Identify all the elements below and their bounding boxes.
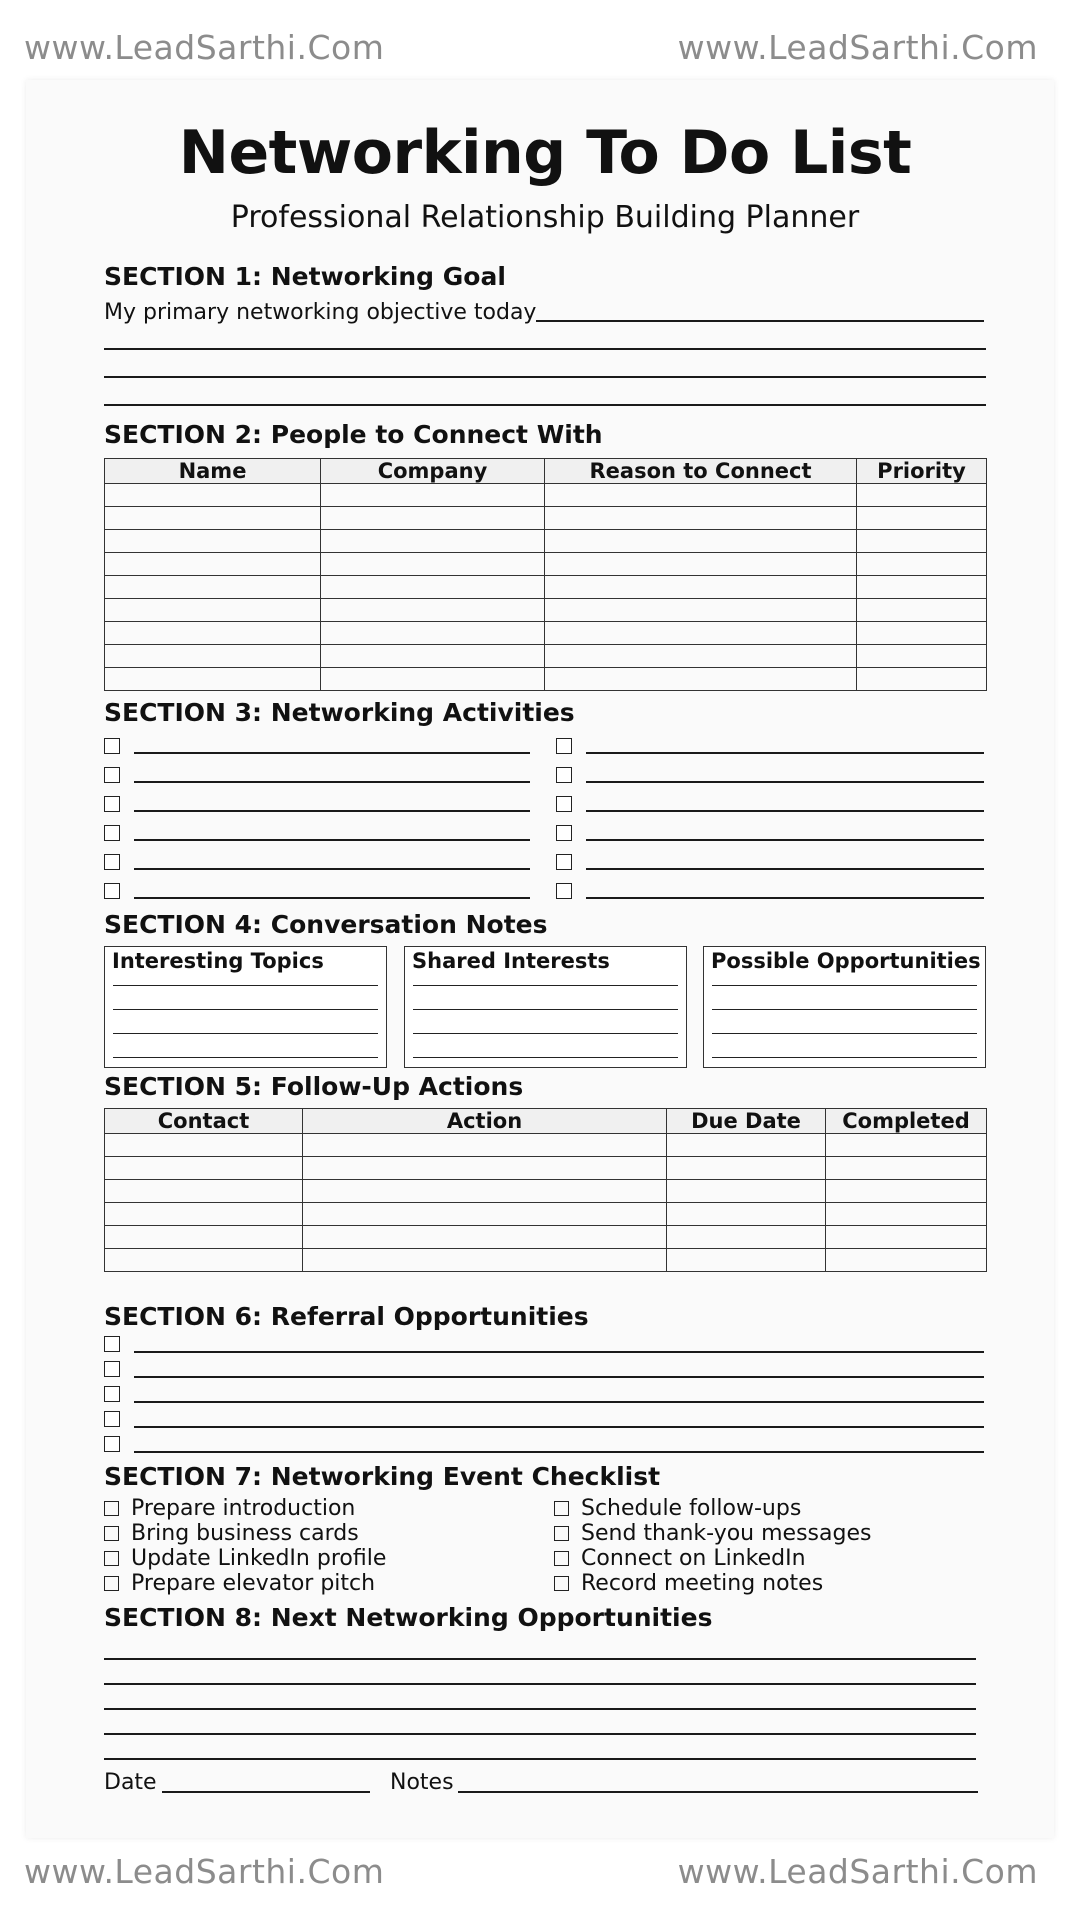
referral-checkbox[interactable] [104, 1436, 120, 1452]
checkbox-icon[interactable] [104, 1526, 119, 1541]
table-row [105, 507, 987, 530]
table-cell[interactable] [303, 1203, 667, 1226]
notes-box-topics[interactable] [104, 946, 387, 1068]
next-opportunity-line[interactable] [104, 1658, 976, 1660]
table-row [105, 1134, 987, 1157]
referral-line[interactable] [134, 1426, 984, 1428]
referral-checkbox[interactable] [104, 1336, 120, 1352]
section1-heading: SECTION 1: Networking Goal [104, 262, 506, 291]
table-cell[interactable] [667, 1157, 826, 1180]
section4-heading: SECTION 4: Conversation Notes [104, 910, 548, 939]
checklist-item-label: Record meeting notes [581, 1571, 824, 1596]
table-cell[interactable] [303, 1249, 667, 1272]
activity-line[interactable] [134, 810, 530, 812]
table-cell[interactable] [105, 668, 321, 691]
table-cell[interactable] [321, 553, 545, 576]
next-opportunity-line[interactable] [104, 1683, 976, 1685]
table-cell[interactable] [857, 507, 987, 530]
activity-line[interactable] [134, 868, 530, 870]
checklist-item-label: Send thank-you messages [581, 1521, 872, 1546]
table-row [105, 599, 987, 622]
table-cell[interactable] [105, 645, 321, 668]
table-cell[interactable] [321, 622, 545, 645]
table-cell[interactable] [667, 1180, 826, 1203]
table-cell[interactable] [105, 576, 321, 599]
table-cell[interactable] [857, 484, 987, 507]
table-row [105, 668, 987, 691]
goal-prompt: My primary networking objective today [104, 300, 537, 325]
table-cell[interactable] [105, 622, 321, 645]
checkbox-icon[interactable] [554, 1526, 569, 1541]
goal-line[interactable] [104, 376, 986, 378]
table-cell[interactable] [857, 645, 987, 668]
column-header-priority: Priority [857, 459, 987, 484]
referral-line[interactable] [134, 1401, 984, 1403]
notes-box-title: Possible Opportunities [711, 949, 981, 973]
table-cell[interactable] [105, 530, 321, 553]
notes-box-title: Interesting Topics [112, 949, 324, 973]
checklist-item-label: Update LinkedIn profile [131, 1546, 387, 1571]
checkbox-icon[interactable] [104, 1501, 119, 1516]
table-cell[interactable] [321, 484, 545, 507]
referral-line[interactable] [134, 1451, 984, 1453]
table-cell[interactable] [826, 1157, 987, 1180]
section2-heading: SECTION 2: People to Connect With [104, 420, 603, 449]
table-cell[interactable] [105, 507, 321, 530]
section3-heading: SECTION 3: Networking Activities [104, 698, 575, 727]
checklist-item-label: Connect on LinkedIn [581, 1546, 806, 1571]
table-cell[interactable] [667, 1134, 826, 1157]
table-cell[interactable] [857, 553, 987, 576]
notes-box-opportunities[interactable] [703, 946, 986, 1068]
table-cell[interactable] [321, 507, 545, 530]
table-row [105, 1180, 987, 1203]
checklist-item-label: Prepare elevator pitch [131, 1571, 376, 1596]
table-row [105, 622, 987, 645]
table-cell[interactable] [303, 1180, 667, 1203]
column-header-due-date: Due Date [667, 1109, 826, 1134]
followup-table [104, 1108, 987, 1272]
next-opportunity-line[interactable] [104, 1708, 976, 1710]
referral-line[interactable] [134, 1351, 984, 1353]
checklist-item[interactable] [104, 1521, 359, 1546]
table-row [105, 1249, 987, 1272]
table-cell[interactable] [826, 1226, 987, 1249]
table-cell[interactable] [857, 668, 987, 691]
page-title: Networking To Do List [178, 118, 912, 188]
planner-sheet [26, 80, 1054, 1838]
table-cell[interactable] [321, 576, 545, 599]
checklist-item[interactable] [104, 1496, 355, 1521]
table-cell[interactable] [857, 599, 987, 622]
checklist-item-label: Bring business cards [131, 1521, 359, 1546]
section6-heading: SECTION 6: Referral Opportunities [104, 1302, 589, 1331]
activity-line[interactable] [134, 839, 530, 841]
activity-line[interactable] [134, 752, 530, 754]
checklist-item[interactable] [554, 1496, 801, 1521]
activity-checkbox[interactable] [556, 854, 572, 870]
activity-line[interactable] [134, 897, 530, 899]
people-table [104, 458, 987, 691]
table-cell[interactable] [667, 1226, 826, 1249]
table-cell[interactable] [667, 1203, 826, 1226]
column-header-contact: Contact [105, 1109, 303, 1134]
watermark-top-right: www.LeadSarthi.Com [677, 28, 1038, 67]
activity-checkbox[interactable] [556, 738, 572, 754]
table-cell[interactable] [105, 1134, 303, 1157]
table-cell[interactable] [321, 530, 545, 553]
column-header-company: Company [321, 459, 545, 484]
table-cell[interactable] [321, 668, 545, 691]
referral-checkbox[interactable] [104, 1386, 120, 1402]
checkbox-icon[interactable] [104, 1551, 119, 1566]
goal-line[interactable] [104, 404, 986, 406]
table-cell[interactable] [545, 530, 857, 553]
notes-field[interactable] [458, 1791, 978, 1793]
checklist-item[interactable] [104, 1546, 386, 1571]
next-opportunity-line[interactable] [104, 1758, 976, 1760]
table-cell[interactable] [105, 553, 321, 576]
table-cell[interactable] [857, 530, 987, 553]
checklist-item[interactable] [554, 1546, 806, 1571]
table-cell[interactable] [826, 1203, 987, 1226]
notes-box-title: Shared Interests [412, 949, 610, 973]
notes-label: Notes [390, 1770, 454, 1795]
table-row [105, 645, 987, 668]
checkbox-icon[interactable] [554, 1576, 569, 1591]
column-header-action: Action [303, 1109, 667, 1134]
table-cell[interactable] [321, 599, 545, 622]
table-cell[interactable] [303, 1226, 667, 1249]
table-cell[interactable] [857, 622, 987, 645]
checklist-item[interactable] [554, 1571, 823, 1596]
referral-line[interactable] [134, 1376, 984, 1378]
table-cell[interactable] [545, 668, 857, 691]
table-cell[interactable] [545, 599, 857, 622]
section7-heading: SECTION 7: Networking Event Checklist [104, 1462, 661, 1491]
checkbox-icon[interactable] [554, 1501, 569, 1516]
goal-line[interactable] [104, 348, 986, 350]
table-cell[interactable] [667, 1249, 826, 1272]
referral-checkbox[interactable] [104, 1411, 120, 1427]
next-opportunity-line[interactable] [104, 1733, 976, 1735]
table-cell[interactable] [545, 622, 857, 645]
activity-checkbox[interactable] [104, 854, 120, 870]
activity-checkbox[interactable] [556, 825, 572, 841]
checklist-item-label: Prepare introduction [131, 1496, 356, 1521]
table-row [105, 530, 987, 553]
table-cell[interactable] [105, 1203, 303, 1226]
table-cell[interactable] [105, 1249, 303, 1272]
table-cell[interactable] [826, 1249, 987, 1272]
table-cell[interactable] [545, 576, 857, 599]
table-cell[interactable] [826, 1180, 987, 1203]
date-label: Date [104, 1770, 157, 1795]
table-row [105, 1226, 987, 1249]
table-cell[interactable] [303, 1157, 667, 1180]
table-row [105, 1203, 987, 1226]
activity-line[interactable] [586, 868, 984, 870]
table-cell[interactable] [105, 484, 321, 507]
goal-line[interactable] [536, 320, 984, 322]
checkbox-icon[interactable] [554, 1551, 569, 1566]
activity-checkbox[interactable] [104, 796, 120, 812]
column-header-name: Name [105, 459, 321, 484]
activity-line[interactable] [586, 839, 984, 841]
activity-line[interactable] [586, 810, 984, 812]
table-cell[interactable] [826, 1134, 987, 1157]
activity-checkbox[interactable] [556, 767, 572, 783]
activity-checkbox[interactable] [556, 883, 572, 899]
page-subtitle: Professional Relationship Building Planner [230, 200, 860, 235]
table-cell[interactable] [105, 599, 321, 622]
table-cell[interactable] [545, 553, 857, 576]
table-row [105, 553, 987, 576]
activity-line[interactable] [586, 781, 984, 783]
activity-line[interactable] [586, 897, 984, 899]
checklist-item[interactable] [104, 1571, 375, 1596]
table-cell[interactable] [857, 576, 987, 599]
date-field[interactable] [162, 1791, 370, 1793]
table-cell[interactable] [545, 645, 857, 668]
column-header-reason: Reason to Connect [545, 459, 857, 484]
table-cell[interactable] [105, 1180, 303, 1203]
table-row [105, 1157, 987, 1180]
table-cell[interactable] [105, 1157, 303, 1180]
column-header-completed: Completed [826, 1109, 987, 1134]
table-cell[interactable] [321, 645, 545, 668]
activity-checkbox[interactable] [104, 825, 120, 841]
activity-checkbox[interactable] [104, 738, 120, 754]
section5-heading: SECTION 5: Follow-Up Actions [104, 1072, 524, 1101]
checklist-item[interactable] [554, 1521, 871, 1546]
table-row [105, 484, 987, 507]
activity-line[interactable] [134, 781, 530, 783]
table-cell[interactable] [545, 484, 857, 507]
watermark-bottom-left: www.LeadSarthi.Com [24, 1852, 385, 1891]
table-cell[interactable] [545, 507, 857, 530]
table-cell[interactable] [303, 1134, 667, 1157]
checklist-item-label: Schedule follow-ups [581, 1496, 802, 1521]
referral-checkbox[interactable] [104, 1361, 120, 1377]
activity-checkbox[interactable] [104, 767, 120, 783]
watermark-bottom-right: www.LeadSarthi.Com [677, 1852, 1038, 1891]
table-cell[interactable] [105, 1226, 303, 1249]
activity-checkbox[interactable] [104, 883, 120, 899]
activity-checkbox[interactable] [556, 796, 572, 812]
checkbox-icon[interactable] [104, 1576, 119, 1591]
watermark-top-left: www.LeadSarthi.Com [24, 28, 385, 67]
section8-heading: SECTION 8: Next Networking Opportunities [104, 1603, 713, 1632]
activity-line[interactable] [586, 752, 984, 754]
notes-box-interests[interactable] [404, 946, 687, 1068]
table-row [105, 576, 987, 599]
